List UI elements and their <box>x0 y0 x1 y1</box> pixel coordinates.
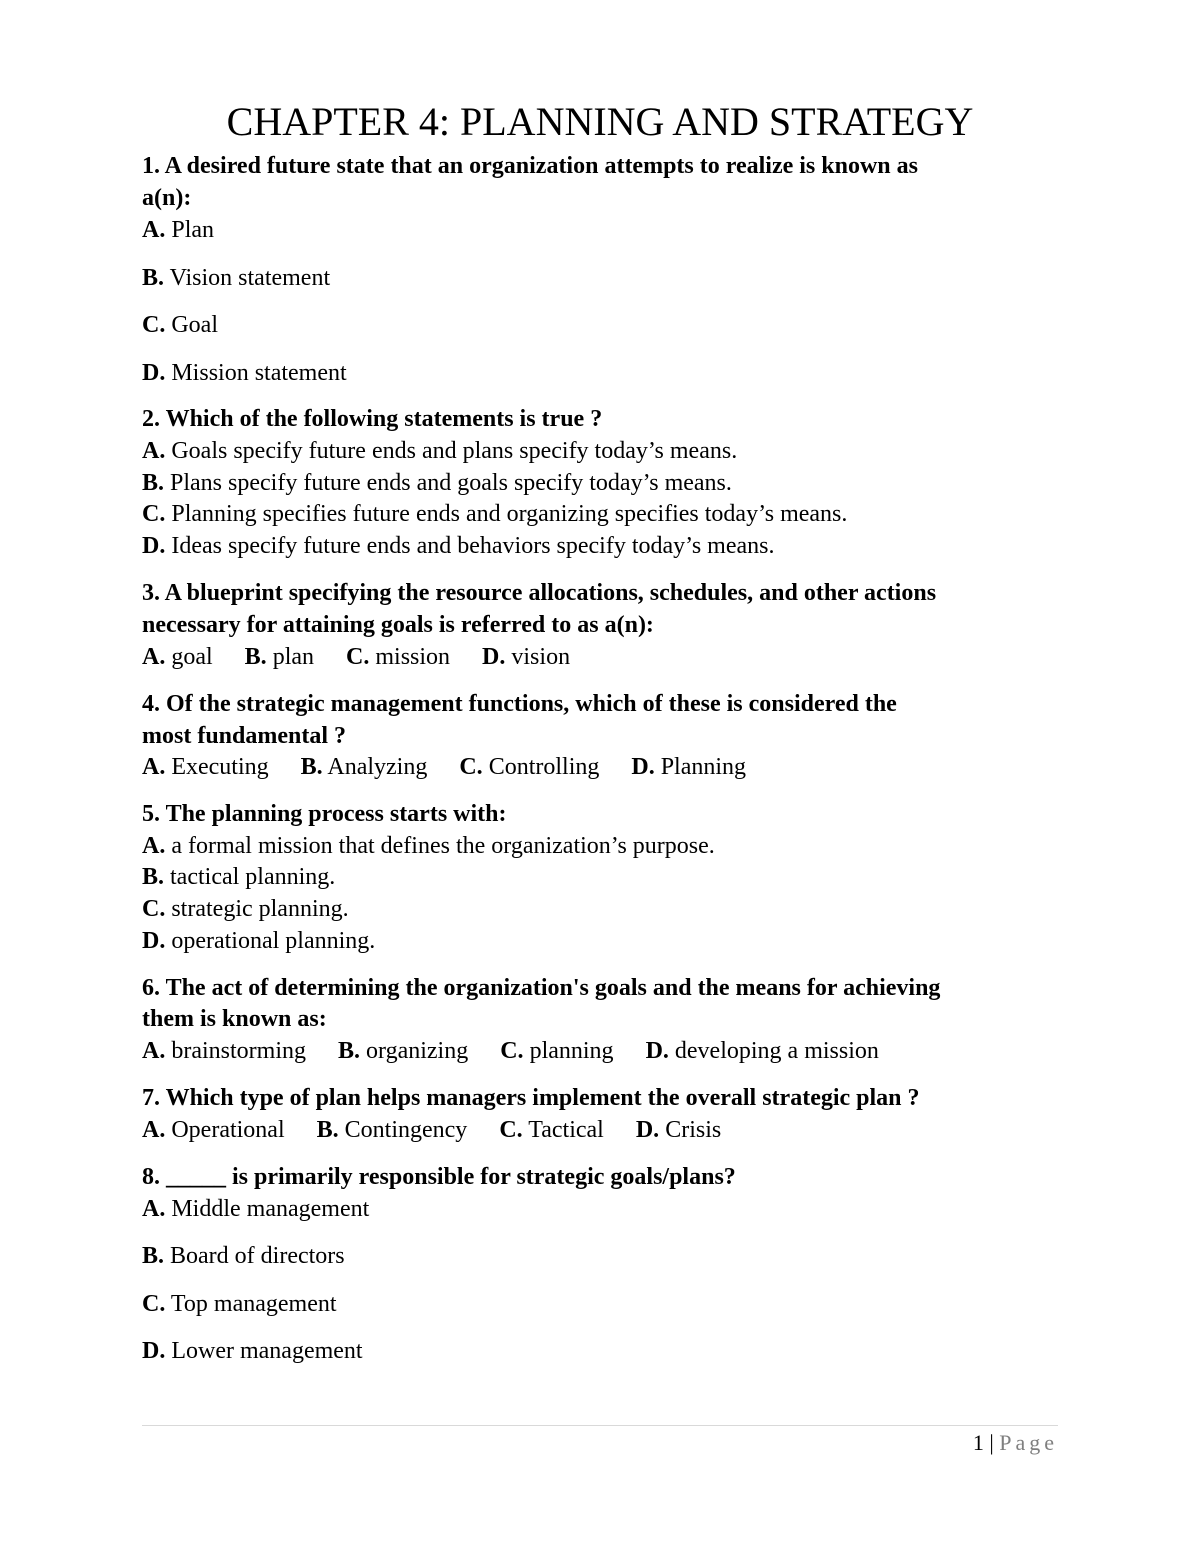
question-1-option-c: C. Goal <box>142 312 218 338</box>
question-7-option-c: C. Tactical <box>499 1117 604 1143</box>
footer-divider <box>142 1425 1058 1426</box>
question-7-options <box>142 1114 721 1146</box>
chapter-title: CHAPTER 4: PLANNING AND STRATEGY <box>226 99 974 144</box>
question-1-option-a: A. Plan <box>142 217 215 243</box>
question-4-option-b: B. Analyzing <box>300 754 428 780</box>
question-7-stem: 7. Which type of plan helps managers implement the overall strategic plan ? <box>142 1085 920 1111</box>
question-1-option-d: D. Mission statement <box>142 360 347 386</box>
question-1-stem-line-2: a(n): <box>142 185 192 211</box>
question-3-options <box>142 641 570 673</box>
page-footer <box>973 1428 1058 1458</box>
question-8-stem: 8. _____ is primarily responsible for strategic goals/plans? <box>142 1164 736 1190</box>
question-3-option-c: C. mission <box>346 644 451 670</box>
question-5-option-d: D. operational planning. <box>142 928 376 954</box>
question-3-stem-line-2: necessary for attaining goals is referred to as a(n): <box>142 612 654 638</box>
question-5-option-b: B. tactical planning. <box>142 864 336 890</box>
question-8-option-a: A. Middle management <box>142 1196 370 1222</box>
question-5-option-a: A. a formal mission that defines the organization’s purpose. <box>142 833 715 859</box>
question-8-option-c: C. Top management <box>142 1291 337 1317</box>
question-3-option-d: D. vision <box>482 644 571 670</box>
question-7-option-b: B. Contingency <box>316 1117 468 1143</box>
page-number: 1 <box>972 1430 984 1455</box>
question-3-stem-line-1: 3. A blueprint specifying the resource allocations, schedules, and other actions <box>142 580 937 606</box>
question-2-stem: 2. Which of the following statements is true ? <box>142 406 603 432</box>
question-2-option-d: D. Ideas specify future ends and behaviors specify today’s means. <box>142 533 775 559</box>
question-7-option-d: D. Crisis <box>635 1117 722 1143</box>
question-6-stem-line-1: 6. The act of determining the organization's goals and the means for achieving <box>142 975 941 1001</box>
question-6-options <box>142 1035 879 1067</box>
question-6-option-a: A. brainstorming <box>142 1038 306 1064</box>
question-8-option-b: B. Board of directors <box>142 1243 345 1269</box>
question-6-option-d: D. developing a mission <box>645 1038 879 1064</box>
question-4-option-a: A. Executing <box>142 754 269 780</box>
question-3-option-a: A. goal <box>142 644 213 670</box>
page-label: Page <box>999 1430 1058 1455</box>
footer-separator: | <box>989 1430 994 1455</box>
question-6-option-b: B. organizing <box>338 1038 469 1064</box>
question-4-stem-line-1: 4. Of the strategic management functions, which of these is considered the <box>142 691 897 717</box>
question-4-options <box>142 751 746 783</box>
question-3-option-b: B. plan <box>244 644 315 670</box>
question-6-option-c: C. planning <box>500 1038 614 1064</box>
question-4-option-c: C. Controlling <box>459 754 600 780</box>
question-1-stem-line-1: 1. A desired future state that an organization attempts to realize is known as <box>142 153 918 179</box>
question-1-option-b: B. Vision statement <box>142 265 331 291</box>
question-2-option-a: A. Goals specify future ends and plans specify today’s means. <box>142 438 738 464</box>
question-5-option-c: C. strategic planning. <box>142 896 349 922</box>
question-2-option-c: C. Planning specifies future ends and organizing specifies today’s means. <box>142 501 848 527</box>
question-6-stem-line-2: them is known as: <box>142 1006 327 1032</box>
question-4-stem-line-2: most fundamental ? <box>142 723 347 749</box>
question-8-option-d: D. Lower management <box>142 1338 363 1364</box>
question-7-option-a: A. Operational <box>142 1117 285 1143</box>
question-4-option-d: D. Planning <box>631 754 747 780</box>
question-5-stem: 5. The planning process starts with: <box>142 801 507 827</box>
question-2-option-b: B. Plans specify future ends and goals specify today’s means. <box>142 470 732 496</box>
